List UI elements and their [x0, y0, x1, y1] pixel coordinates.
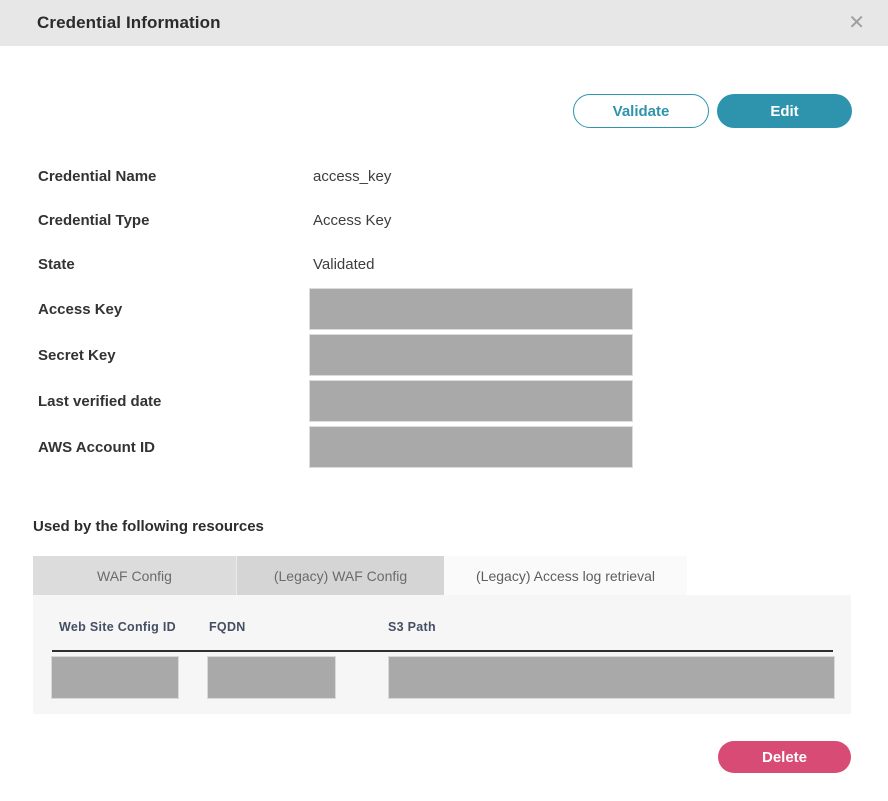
field-label: Access Key	[38, 300, 123, 318]
resources-tabs	[33, 556, 888, 595]
modal-header	[0, 0, 888, 46]
delete-button[interactable]: Delete	[718, 741, 851, 773]
tab-legacy-waf-config[interactable]: (Legacy) WAF Config	[237, 556, 444, 595]
field-label: AWS Account ID	[38, 438, 155, 456]
field-row-aws-account-id	[0, 424, 888, 470]
resources-section-heading: Used by the following resources	[33, 518, 264, 535]
column-header-s3-path: S3 Path	[388, 620, 436, 634]
redacted-value	[309, 380, 633, 422]
redacted-value	[309, 288, 633, 330]
credential-fields	[0, 154, 888, 470]
redacted-value	[309, 426, 633, 468]
field-row-state	[0, 242, 888, 286]
tab-waf-config[interactable]: WAF Config	[33, 556, 237, 595]
field-label: Secret Key	[38, 346, 116, 364]
table-header-divider	[52, 650, 833, 652]
field-label: Credential Name	[38, 167, 157, 185]
column-header-fqdn: FQDN	[209, 620, 246, 634]
field-row-credential-name	[0, 154, 888, 198]
field-row-last-verified-date	[0, 378, 888, 424]
field-row-secret-key	[0, 332, 888, 378]
table-header-row	[33, 617, 851, 637]
field-row-credential-type	[0, 198, 888, 242]
close-icon[interactable]: ✕	[842, 11, 871, 35]
redacted-cell-s3-path	[388, 656, 835, 699]
field-label: Credential Type	[38, 211, 150, 229]
field-label: Last verified date	[38, 392, 162, 410]
redacted-cell-fqdn	[207, 656, 336, 699]
page-title: Credential Information	[37, 13, 221, 32]
resources-table	[33, 595, 851, 714]
field-value: Access Key	[313, 211, 392, 229]
field-value: access_key	[313, 167, 392, 185]
table-row	[33, 656, 851, 699]
footer-row	[0, 741, 851, 773]
field-row-access-key	[0, 286, 888, 332]
tab-legacy-access-log-retrieval[interactable]: (Legacy) Access log retrieval	[444, 556, 687, 595]
redacted-cell-web-site-config-id	[51, 656, 179, 699]
field-label: State	[38, 255, 75, 273]
edit-button[interactable]: Edit	[717, 94, 852, 128]
validate-button[interactable]: Validate	[573, 94, 709, 128]
actions-row	[0, 94, 852, 128]
column-header-web-site-config-id: Web Site Config ID	[59, 620, 176, 634]
redacted-value	[309, 334, 633, 376]
field-value: Validated	[313, 255, 375, 273]
